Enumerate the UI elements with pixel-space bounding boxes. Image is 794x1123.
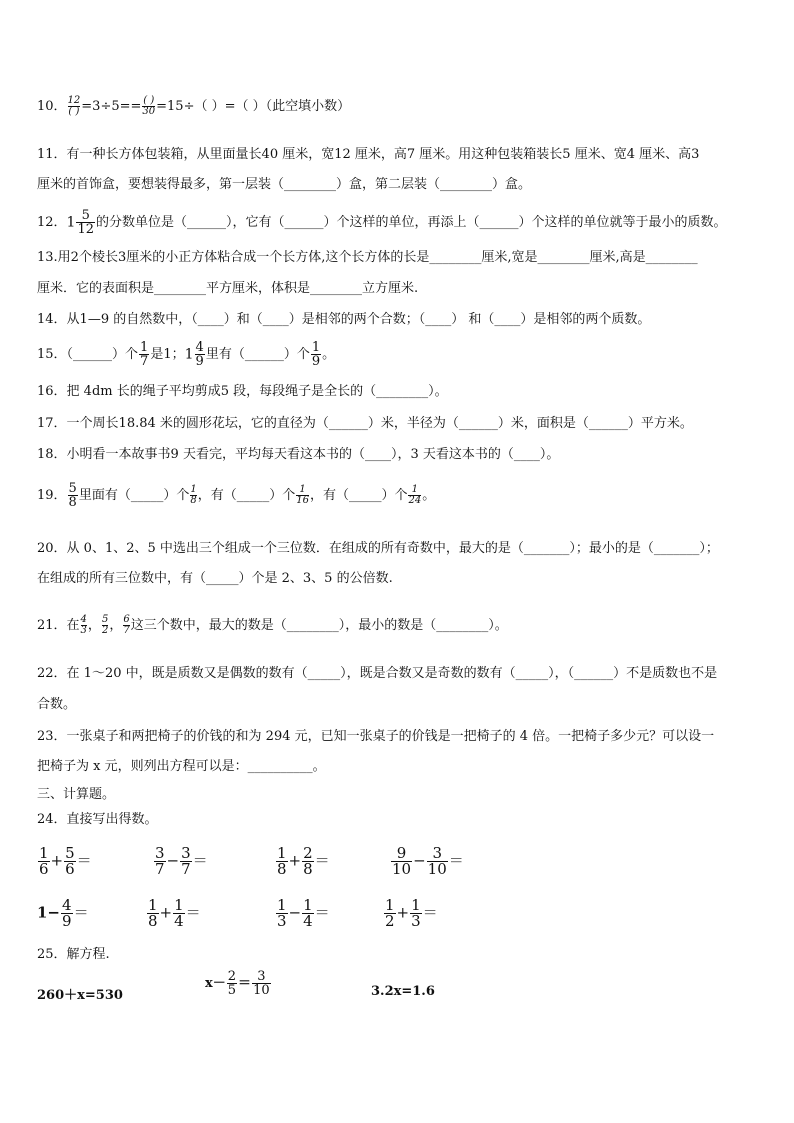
section-3-heading: 三、计算题。 (37, 787, 116, 802)
q19-fraction-2: $\frac{1}{16}$ (296, 484, 309, 506)
question-18: 18．小明看一本故事书9 天看完，平均每天看这本书的（____），3 天看这本书的（____）。 (37, 447, 560, 462)
question-10 (37, 96, 350, 117)
question-23-line-1: 23．一张桌子和两把椅子的价钱的和为 294 元，已知一张桌子的价钱是一把椅子的 4 倍。一把椅子多少元？可以设一 (37, 729, 715, 744)
question-14: 14．从1—9 的自然数中，（____）和（____）是相邻的两个合数；（____） 和（____）是相邻的两个质数。 (37, 312, 651, 327)
q24-row2-item-3: $\frac{1}{3}$ − $\frac{1}{4}$ ＝ (277, 896, 330, 930)
question-11-line-2: 厘米的首饰盒，要想装得最多，第一层装（________）盒，第二层装（________）盒。 (37, 177, 532, 192)
q24-row2-item-4: $\frac{1}{2}$ + $\frac{1}{3}$ ＝ (385, 896, 438, 930)
question-13-line-1: 13.用2个棱长3厘米的小正方体粘合成一个长方体,这个长方体的长是________厘米,宽是________厘米,高是________ (37, 250, 698, 265)
q24-row1-item-2: $\frac{3}{7}$ − $\frac{3}{7}$ ＝ (155, 844, 208, 878)
question-22-line-1: 22．在 1～20 中，既是质数又是偶数的数有（_____），既是合数又是奇数的数有（_____），（______）不是质数也不是 (37, 666, 718, 681)
question-22-line-2: 合数。 (37, 697, 77, 712)
q24-row2-item-2: $\frac{1}{8}$ + $\frac{1}{4}$ ＝ (148, 896, 201, 930)
q15-fraction-1: $\frac{1}{7}$ (140, 340, 149, 369)
q25-equation-2: x－ $\frac{2}{5}$ ＝ $\frac{3}{10}$ (205, 969, 270, 998)
q21-fraction-3: $\frac{6}{7}$ (123, 614, 130, 636)
question-20-line-2: 在组成的所有三位数中，有（_____）个是 2、3、5 的公倍数. (37, 571, 393, 586)
question-15: 15．（______）个 $\frac{1}{7}$ 是1；1 $\frac{4}{9}$ 里有（______）个 $\frac{1}{9}$ 。 (37, 340, 336, 369)
q10-middle: =3÷5== (81, 99, 142, 114)
q19-fraction-3: $\frac{1}{24}$ (408, 484, 422, 506)
question-24-title: 24．直接写出得数。 (37, 812, 158, 827)
q12-mixed-number: 1 $\frac{5}{12}$ (66, 208, 95, 237)
q24-row2-item-1: 1− $\frac{4}{9}$ ＝ (37, 896, 89, 930)
q21-fraction-2: $\frac{5}{2}$ (101, 614, 109, 636)
q15-fraction-3: $\frac{1}{9}$ (311, 340, 321, 369)
q24-row1-item-1: $\frac{1}{6}$ + $\frac{5}{6}$ ＝ (39, 844, 92, 878)
question-11-line-1: 11．有一种长方体包装箱，从里面量长40 厘米，宽12 厘米，高7 厘米。用这种包装箱装长5 厘米、宽4 厘米、高3 (37, 147, 700, 162)
q19-fraction-main: $\frac{5}{8}$ (68, 481, 77, 510)
q10-number: 10． (37, 99, 67, 114)
question-12: 12．1 $\frac{5}{12}$ 的分数单位是（______），它有（______）个这样的单位，再添上（______）个这样的单位就等于最小的质数。 (37, 208, 727, 237)
q24-row1-item-3: $\frac{1}{8}$ + $\frac{2}{8}$ ＝ (277, 844, 330, 878)
q24-row1-item-4: $\frac{9}{10}$ − $\frac{3}{10}$ ＝ (392, 844, 464, 878)
question-21: 21．在 $\frac{4}{3}$ ， $\frac{5}{2}$ ， $\frac{6}{7}$ 这三个数中，最大的数是（________），最小的数是（________）。 (37, 614, 508, 636)
q15-mixed-number: 1 $\frac{4}{9}$ (184, 340, 204, 369)
question-16: 16．把 4dm 长的绳子平均剪成5 段，每段绳子是全长的（________）。 (37, 384, 448, 399)
question-13-line-2: 厘米．它的表面积是________平方厘米，体积是________立方厘米. (37, 281, 419, 296)
q25-equation-1: 260＋x=530 (37, 988, 123, 1003)
question-17: 17．一个周长18.84 米的圆形花坛，它的直径为（______）米，半径为（______）米，面积是（______）平方米。 (37, 416, 693, 431)
question-25-title: 25．解方程. (37, 947, 110, 962)
q10-tail: =15÷（ ）=（ ）（此空填小数） (156, 99, 351, 114)
question-20-line-1: 20．从 0、1、2、5 中选出三个组成一个三位数．在组成的所有奇数中，最大的是（_______）；最小的是（_______）； (37, 541, 719, 556)
q19-fraction-1: $\frac{1}{8}$ (190, 484, 197, 506)
q10-fraction-1: $\frac{12}{( )}$ (67, 95, 81, 117)
q21-fraction-1: $\frac{4}{3}$ (80, 614, 87, 636)
question-23-line-2: 把椅子为 x 元，则列出方程可以是：__________。 (37, 759, 326, 774)
question-19: 19． $\frac{5}{8}$ 里面有（_____）个 $\frac{1}{8}$ ，有（_____）个 $\frac{1}{16}$ ，有（_____）个 $\frac{1}{24}$ 。 (37, 481, 436, 510)
q10-fraction-2: $\frac{( )}{30}$ (142, 95, 156, 117)
q25-equation-3: 3.2x=1.6 (371, 984, 435, 999)
